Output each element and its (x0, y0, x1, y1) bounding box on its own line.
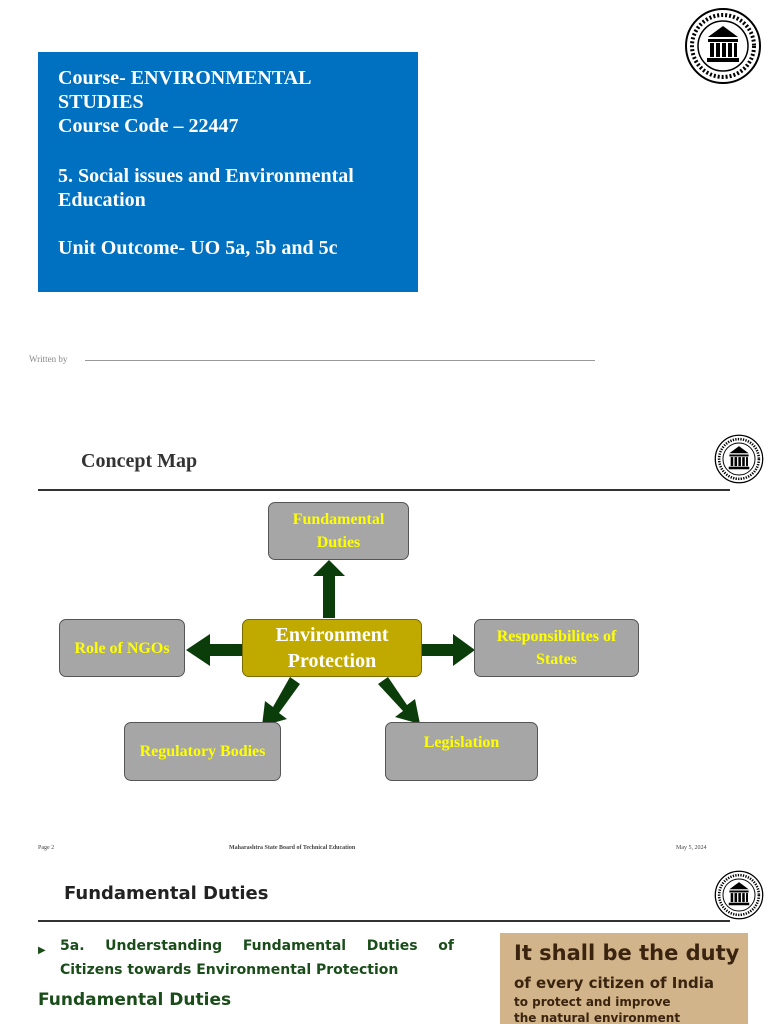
title-divider (38, 920, 730, 922)
footer-page: Page 2 (38, 845, 55, 851)
node-environment-protection: Environment Protection (242, 619, 422, 677)
board-logo-small (714, 434, 764, 484)
poster-line: of every citizen of India (514, 974, 715, 992)
bullet-text-line: 5a. Understanding Fundamental Duties of (60, 938, 454, 954)
written-by-label: Written by (29, 354, 68, 364)
course-title-line: Course- ENVIRONMENTAL (58, 67, 312, 89)
section-heading: Fundamental Duties (38, 990, 232, 1010)
arrow-right (422, 634, 475, 666)
course-title-box (38, 52, 418, 292)
unit-title-line: Education (58, 189, 146, 211)
poster-line: the natural environment (514, 1011, 681, 1024)
bullet-triangle-icon: ▶ (38, 945, 46, 956)
msbte-seal-icon (684, 7, 762, 85)
bullet-item (38, 934, 454, 982)
footer-organization: Maharashtra State Board of Technical Education (229, 845, 356, 851)
poster-line: to protect and improve (514, 995, 671, 1009)
written-by-line (85, 360, 595, 361)
msbte-seal-icon (714, 870, 764, 920)
node-responsibilities-of-states: Responsibilites of States (474, 619, 639, 677)
node-regulatory-bodies: Regulatory Bodies (124, 722, 281, 781)
duty-poster-image (500, 933, 748, 1024)
arrow-down-right (378, 677, 420, 724)
arrow-down-left (262, 677, 300, 726)
bullet-text-line: Citizens towards Environmental Protection (60, 962, 399, 978)
unit-outcome: Unit Outcome- UO 5a, 5b and 5c (58, 237, 338, 259)
arrow-up (313, 560, 345, 618)
course-title-line: STUDIES (58, 91, 144, 113)
node-legislation: Legislation (385, 722, 538, 781)
unit-title-line: 5. Social issues and Environmental (58, 165, 354, 187)
msbte-seal-icon (714, 434, 764, 484)
node-role-of-ngos: Role of NGOs (59, 619, 185, 677)
arrow-left (186, 634, 243, 666)
footer-date: May 5, 2024 (676, 845, 707, 851)
node-fundamental-duties: Fundamental Duties (268, 502, 409, 560)
slide-title-concept-map: Concept Map (81, 450, 198, 472)
course-code: Course Code – 22447 (58, 115, 239, 137)
board-logo (684, 7, 762, 85)
slide-title-fundamental-duties: Fundamental Duties (64, 883, 269, 904)
poster-line: It shall be the duty (514, 941, 740, 965)
board-logo-small (714, 870, 764, 920)
